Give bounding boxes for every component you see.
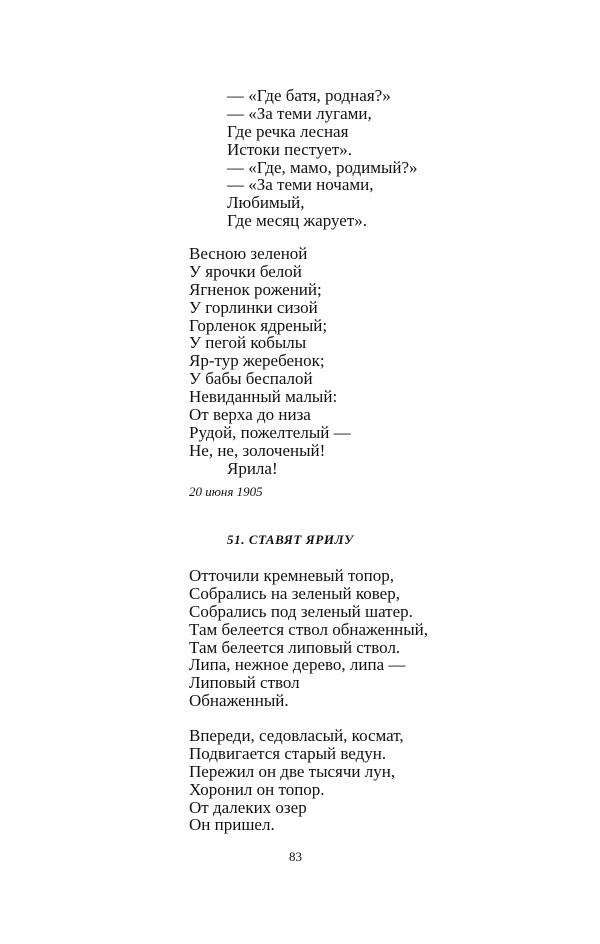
verse-line: Весною зеленой <box>189 244 308 263</box>
verse-line: Липовый ствол <box>189 673 300 693</box>
poem-stanza-dialogue <box>227 87 418 230</box>
verse-line: Там белеется липовый ствол. <box>189 637 401 657</box>
verse-line: Рудой, пожелтелый — <box>189 422 351 442</box>
verse-line: У пегой кобылы <box>189 333 307 353</box>
verse-line: Собрались на зеленый ковер, <box>189 583 400 603</box>
page-number: 83 <box>289 849 302 864</box>
verse-line: Подвигается старый ведун. <box>189 743 387 763</box>
verse-line: От верха до низа <box>189 405 311 425</box>
verse-line: У горлинки сизой <box>189 297 318 317</box>
verse-line: Обнаженный. <box>189 691 289 711</box>
verse-line: Горленок ядреный; <box>189 315 328 335</box>
verse-line: Яр-тур жеребенок; <box>189 351 325 371</box>
verse-line: Любимый, <box>227 193 305 213</box>
verse-line: Истоки пестует». <box>227 139 352 159</box>
poem-stanza-spring <box>189 245 351 478</box>
poem-title: 51. СТАВЯТ ЯРИЛУ <box>227 532 354 547</box>
verse-line: Впереди, седовласый, космат, <box>189 726 404 745</box>
verse-line-final: Ярила! <box>227 458 278 478</box>
verse-line: — «Где батя, родная?» <box>227 86 391 105</box>
verse-line: Невиданный малый: <box>189 387 338 407</box>
poem-date: 20 июня 1905 <box>189 484 263 499</box>
verse-line: Пережил он две тысячи лун, <box>189 761 396 781</box>
verse-line: Собрались под зеленый шатер. <box>189 601 413 621</box>
verse-line: — «За теми ночами, <box>227 175 374 195</box>
verse-line: У ярочки белой <box>189 261 302 281</box>
verse-line: — «Где, мамо, родимый?» <box>227 157 418 177</box>
verse-line: Хоронил он топор. <box>189 779 325 799</box>
verse-line: У бабы беспалой <box>189 369 313 389</box>
verse-line: Не, не, золоченый! <box>189 440 326 460</box>
verse-line: — «За теми лугами, <box>227 103 372 123</box>
verse-line: Где речка лесная <box>227 121 349 141</box>
verse-line: Где месяц жарует». <box>227 211 368 231</box>
verse-line: Там белеется ствол обнаженный, <box>189 619 429 639</box>
poem-stanza-elder <box>189 727 404 834</box>
verse-line: Отточили кремневый топор, <box>189 566 395 585</box>
verse-line: От далеких озер <box>189 797 307 817</box>
poem-stanza-axe <box>189 567 428 710</box>
verse-line: Он пришел. <box>189 815 275 835</box>
verse-line: Липа, нежное дерево, липа — <box>189 655 406 675</box>
verse-line: Ягненок рожений; <box>189 279 322 299</box>
